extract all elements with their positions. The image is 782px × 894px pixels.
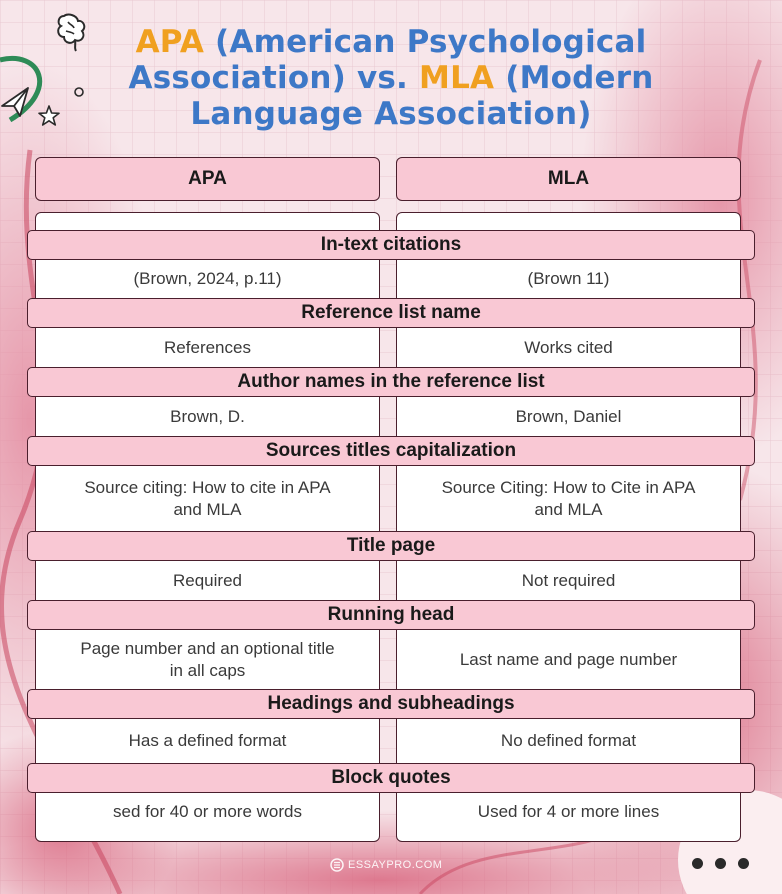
mla-cell: (Brown 11) — [527, 269, 610, 288]
apa-cell: Has a defined format — [128, 731, 287, 750]
section-headings-subheadings: Headings and subheadings — [27, 689, 755, 719]
section-title-page: Title page — [27, 531, 755, 561]
title-apa: APA — [135, 24, 205, 60]
section-author-names: Author names in the reference list — [27, 367, 755, 397]
section-titles-capitalization: Sources titles capitalization — [27, 436, 755, 466]
mla-cell: Works cited — [524, 338, 613, 357]
watermark — [330, 858, 442, 872]
mla-cell: Source Citing: How to Cite in APA and MLA — [441, 478, 696, 519]
page-title — [0, 24, 782, 132]
dot — [692, 858, 703, 869]
apa-cell: Brown, D. — [170, 407, 245, 426]
dot — [738, 858, 749, 869]
apa-cell: Source citing: How to cite in APA and MLA — [84, 478, 331, 519]
mla-cell: Used for 4 or more lines — [477, 802, 660, 821]
mla-cell: Last name and page number — [459, 650, 678, 669]
apa-cell: sed for 40 or more words — [113, 802, 302, 821]
title-line2-rest: (Modern — [494, 60, 654, 96]
section-running-head: Running head — [27, 600, 755, 630]
column-header-mla: MLA — [396, 157, 741, 201]
title-mla: MLA — [419, 60, 495, 96]
section-block-quotes: Block quotes — [27, 763, 755, 793]
apa-cell: Required — [173, 571, 242, 590]
apa-cell: References — [164, 338, 251, 357]
section-in-text-citations: In-text citations — [27, 230, 755, 260]
mla-cell: No defined format — [500, 731, 637, 750]
title-line1: (American Psychological — [204, 24, 647, 60]
more-dots-icon[interactable] — [692, 858, 749, 869]
essaypro-logo-icon — [330, 858, 344, 872]
apa-cell: (Brown, 2024, p.11) — [133, 269, 282, 288]
title-line3: Language Association) — [190, 96, 592, 132]
mla-cell: Brown, Daniel — [515, 407, 622, 426]
title-line2: Association) vs. — [128, 60, 420, 96]
column-header-apa: APA — [35, 157, 380, 201]
watermark-text: ESSAYPRO.COM — [348, 859, 443, 871]
section-reference-list-name: Reference list name — [27, 298, 755, 328]
mla-cell: Not required — [521, 571, 616, 590]
dot — [715, 858, 726, 869]
apa-cell: Page number and an optional title in all caps — [80, 639, 335, 680]
